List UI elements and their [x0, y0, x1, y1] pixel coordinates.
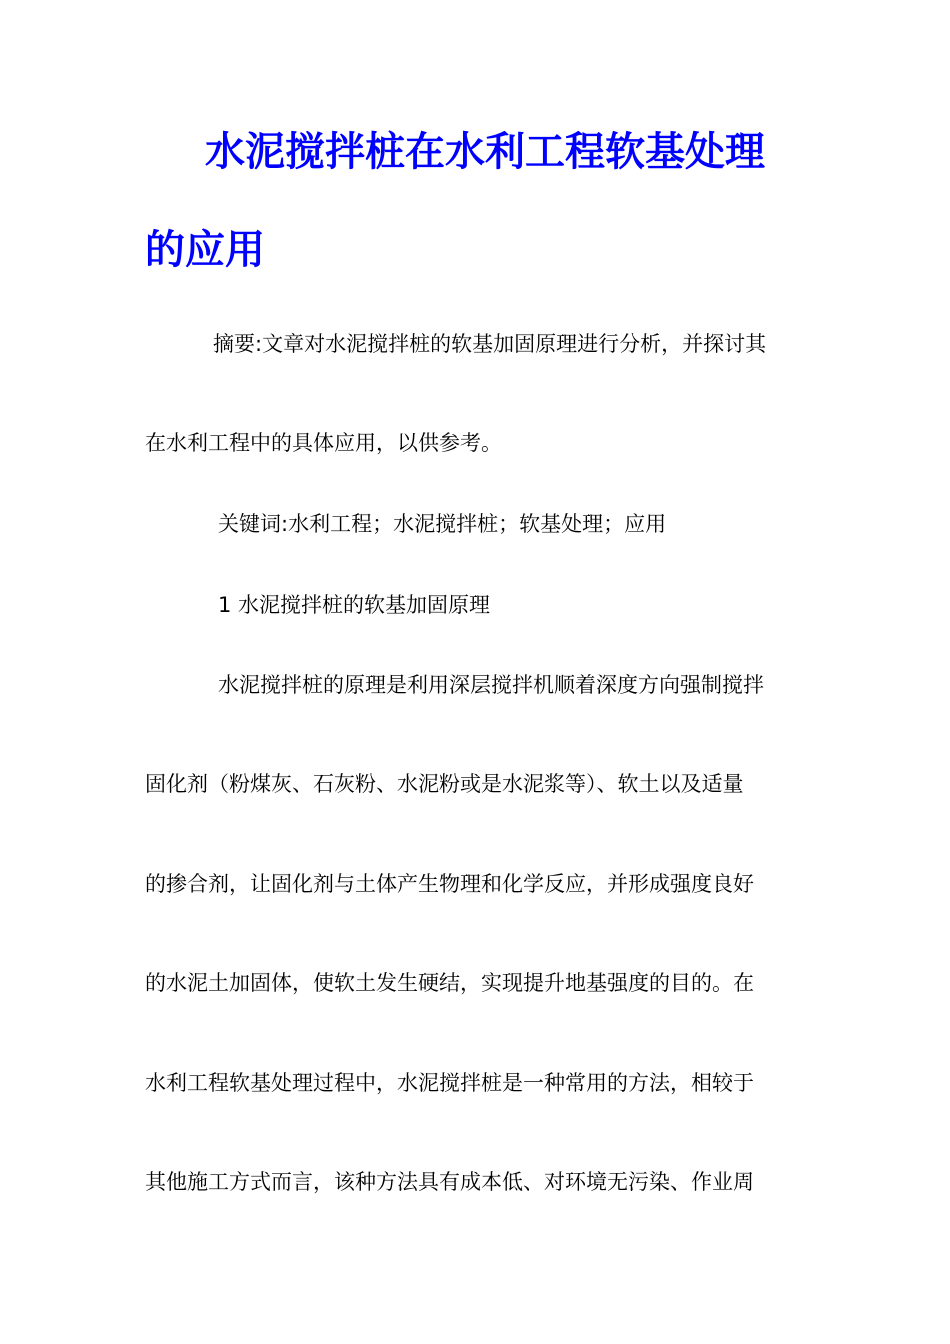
abstract-line-1: 摘要:文章对水泥搅拌桩的软基加固原理进行分析，并探讨其	[213, 332, 767, 356]
keywords-line: 关键词:水利工程；水泥搅拌桩；软基处理；应用	[218, 512, 667, 536]
abstract-line-2: 在水利工程中的具体应用，以供参考。	[145, 431, 502, 455]
paragraph-line-2: 固化剂（粉煤灰、石灰粉、水泥粉或是水泥浆等）、软土以及适量	[145, 772, 744, 796]
paragraph-line-5: 水利工程软基处理过程中，水泥搅拌桩是一种常用的方法，相较于	[145, 1071, 754, 1095]
paragraph-line-1: 水泥搅拌桩的原理是利用深层搅拌机顺着深度方向强制搅拌	[218, 673, 764, 697]
document-title-line-1: 水泥搅拌桩在水利工程软基处理	[205, 129, 765, 175]
paragraph-line-6: 其他施工方式而言，该种方法具有成本低、对环境无污染、作业周	[145, 1170, 754, 1194]
section-heading: 1 水泥搅拌桩的软基加固原理	[218, 593, 491, 617]
paragraph-line-3: 的掺合剂，让固化剂与土体产生物理和化学反应，并形成强度良好	[145, 872, 754, 896]
document-title-line-2: 的应用	[145, 227, 265, 273]
paragraph-line-4: 的水泥土加固体，使软土发生硬结，实现提升地基强度的目的。在	[145, 971, 754, 995]
